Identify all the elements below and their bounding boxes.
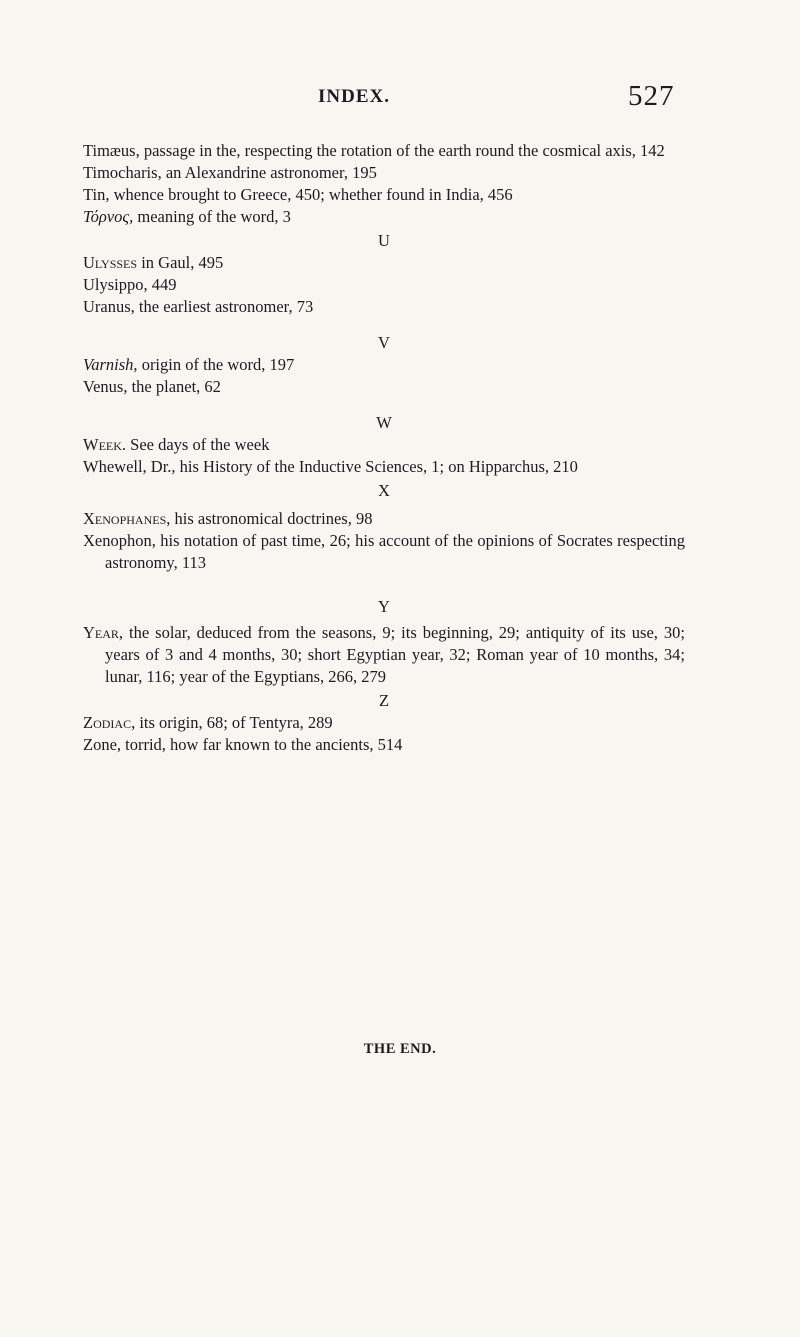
index-entry: Zone, torrid, how far known to the ancients, 514 xyxy=(83,735,403,754)
end-marker: THE END. xyxy=(363,1041,437,1057)
index-entry: Xenophon, his notation of past time, 26; his account of the opinions of Socrates respecting astronomy, 113 xyxy=(83,531,685,572)
index-entry: Venus, the planet, 62 xyxy=(83,377,221,396)
index-entry: Tin, whence brought to Greece, 450; whether found in India, 456 xyxy=(83,185,513,204)
index-entry: Ulysippo, 449 xyxy=(83,275,177,294)
section-letter-x: X xyxy=(378,481,390,500)
section-letter-u: U xyxy=(378,231,390,250)
index-entry: Timæus, passage in the, respecting the rotation of the earth round the cosmical axis, 142 xyxy=(83,141,665,160)
index-entry: Year, the solar, deduced from the seasons, 9; its beginning, 29; antiquity of its use, 30; years of 3 and 4 months, 30; short Egyptian year, 32; Roman year of 10 months, 34; lunar, 116; year of the Egyptians, 266, 279 xyxy=(83,623,685,686)
index-entry: Whewell, Dr., his History of the Inductive Sciences, 1; on Hipparchus, 210 xyxy=(83,457,578,476)
page-number: 527 xyxy=(628,80,675,112)
index-entry: Week. See days of the week xyxy=(83,435,270,454)
index-entry: Varnish, origin of the word, 197 xyxy=(83,355,295,374)
index-entry: Timocharis, an Alexandrine astronomer, 195 xyxy=(83,163,377,182)
index-entry: Τόρνος, meaning of the word, 3 xyxy=(83,207,291,226)
index-list xyxy=(83,140,685,756)
section-letter-w: W xyxy=(376,413,392,432)
index-entry: Zodiac, its origin, 68; of Tentyra, 289 xyxy=(83,713,333,732)
index-entry: Ulysses in Gaul, 495 xyxy=(83,253,224,272)
section-letter-z: Z xyxy=(378,691,390,710)
index-entry: Xenophanes, his astronomical doctrines, 98 xyxy=(83,509,373,528)
section-letter-y: Y xyxy=(378,597,390,616)
index-entry: Uranus, the earliest astronomer, 73 xyxy=(83,297,314,316)
running-header: INDEX. xyxy=(318,86,390,107)
section-letter-v: V xyxy=(378,333,390,352)
